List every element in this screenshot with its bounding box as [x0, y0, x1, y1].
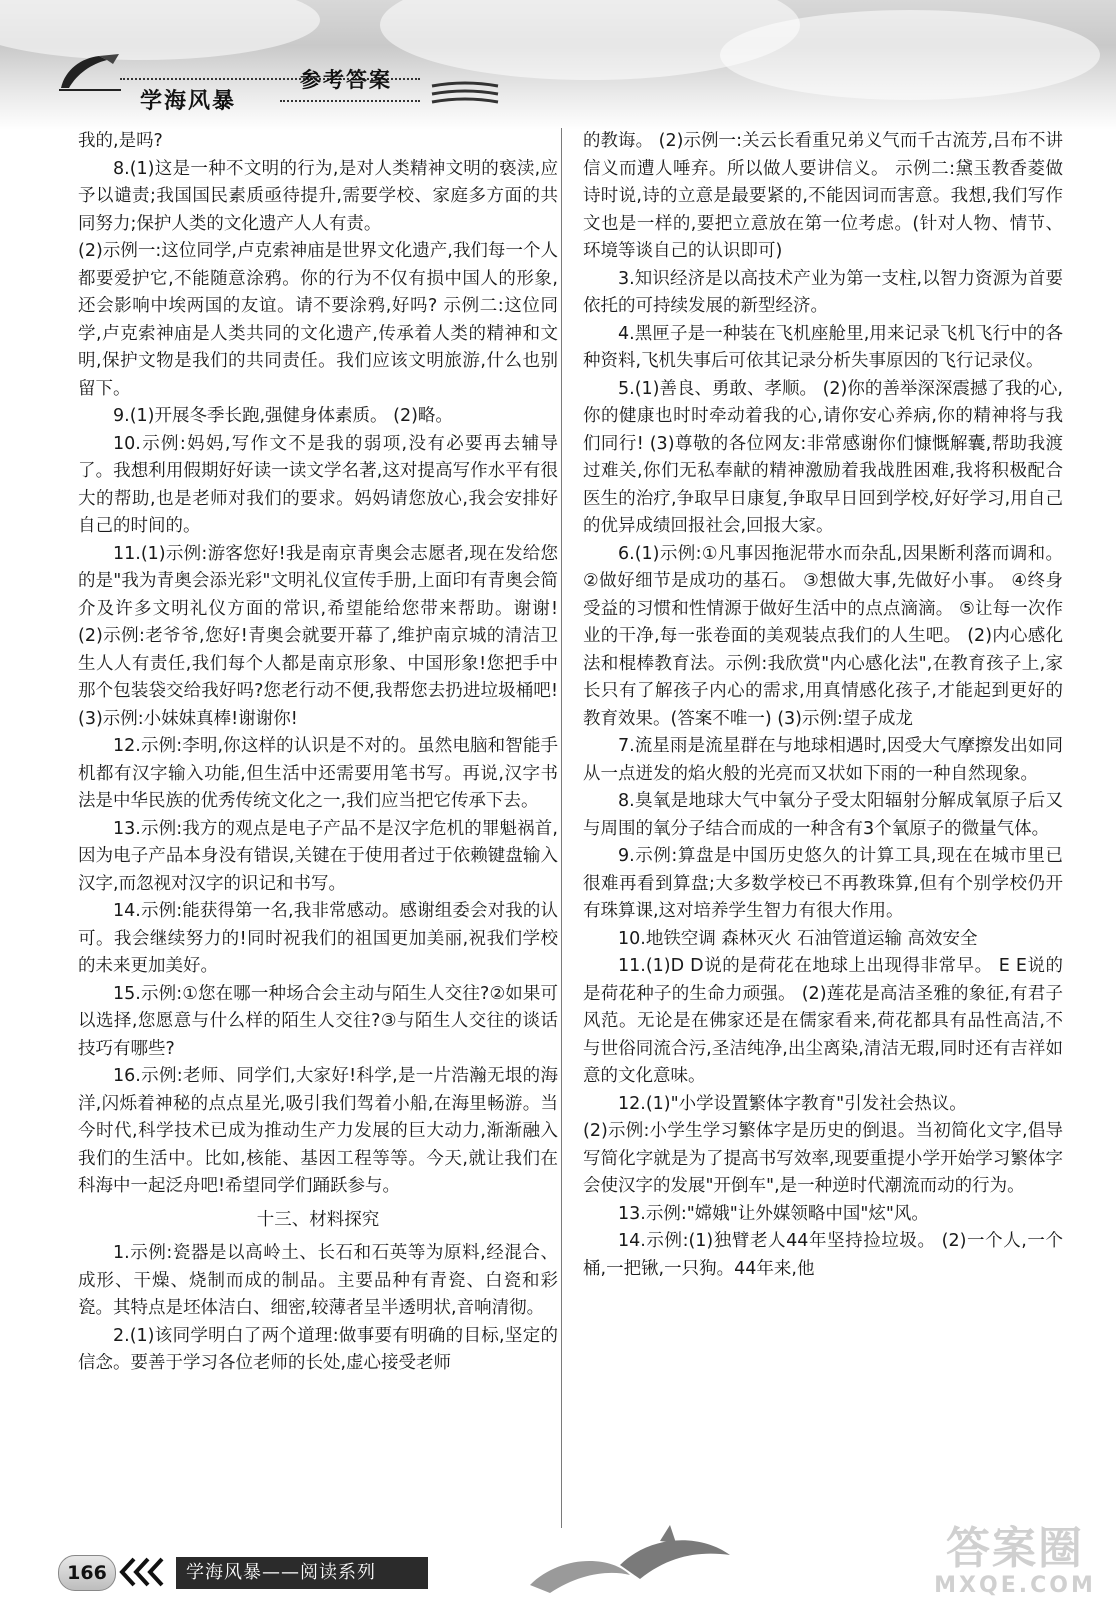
- answer-paragraph: 7.流星雨是流星群在与地球相遇时,因受大气摩擦发出如同从一点迸发的焰火般的光亮而又状如下雨的一种自然现象。: [583, 736, 1063, 784]
- answer-paragraph: 6.(1)示例:①凡事因拖泥带水而杂乱,因果断利落而调和。 ②做好细节是成功的基石。 ③想做大事,先做好小事。 ④终身受益的习惯和性情源于做好生活中的点点滴滴。 ⑤让每一次作业的干净,每一张卷面的美观装点我们的人生吧。 (2)内心感化法和棍棒教育法。示例:我欣赏"内心感化法",在教育孩子上,家长只有了解孩子内心的需求,用真情感化孩子,才能起到更好的教育效果。(答案不唯一) (3)示例:望子成龙: [583, 543, 1063, 729]
- answer-paragraph: 13.示例:我方的观点是电子产品不是汉字危机的罪魁祸首,因为电子产品本身没有错误,关键在于使用者过于依赖键盘输入汉字,而忽视对汉字的识记和书写。: [78, 818, 558, 894]
- answer-paragraph: 我的,是吗?: [78, 131, 163, 151]
- watermark-url: MXQE.COM: [934, 1573, 1096, 1598]
- answer-paragraph: 9.示例:算盘是中国历史悠久的计算工具,现在在城市里已很难再看到算盘;大多数学校已不再教珠算,但有个别学校仍开有珠算课,这对培养学生智力有很大作用。: [583, 846, 1063, 921]
- answer-paragraph: 14.示例:(1)独臂老人44年坚持捡垃圾。 (2)一个人,一个桶,一把锹,一只狗。44年来,他: [583, 1231, 1063, 1279]
- page-header: [0, 0, 1116, 130]
- series-label: 学海风暴——阅读系列: [176, 1557, 428, 1589]
- chevrons-left-icon: [116, 1555, 174, 1589]
- answer-paragraph: (2)示例:小学生学习繁体字是历史的倒退。当初简化文字,倡导写简化字就是为了提高书写效率,现要重提小学开始学习繁体字会使汉字的发展"开倒车",是一种逆时代潮流而动的行为。: [583, 1121, 1063, 1196]
- answer-paragraph: 11.(1)D D说的是荷花在地球上出现得非常早。 E E说的是荷花种子的生命力顽强。 (2)莲花是高洁圣雅的象征,有君子风范。无论是在佛家还是在儒家看来,荷花都具有品性高洁,不与世俗同流合污,圣洁纯净,出尘离染,清洁无瑕,同时还有吉祥如意的文化意味。: [583, 956, 1063, 1086]
- dolphin-decoration-icon: [520, 1515, 740, 1603]
- cloud-decoration: [720, 10, 1100, 100]
- answer-paragraph: 9.(1)开展冬季长跑,强健身体素质。 (2)略。: [113, 406, 453, 426]
- right-column: [583, 128, 1063, 1518]
- answer-paragraph: 2.(1)该同学明白了两个道理:做事要有明确的目标,坚定的信念。要善于学习各位老师的长处,虚心接受老师: [78, 1325, 558, 1373]
- answer-paragraph: 12.(1)"小学设置繁体字教育"引发社会热议。: [618, 1093, 967, 1114]
- page-number: 166: [58, 1555, 116, 1591]
- answer-paragraph: 14.示例:能获得第一名,我非常感动。感谢组委会对我的认可。我会继续努力的!同时祝我们的祖国更加美丽,祝我们学校的未来更加美好。: [78, 901, 558, 976]
- answer-paragraph: 13.示例:"嫦娥"让外媒领略中国"炫"风。: [618, 1203, 929, 1224]
- watermark: [920, 1523, 1110, 1601]
- page-title: 参考答案: [300, 68, 392, 92]
- answer-paragraph: 12.示例:李明,你这样的认识是不对的。虽然电脑和智能手机都有汉字输入功能,但生活中还需要用笔书写。再说,汉字书法是中华民族的优秀传统文化之一,我们应当把它传承下去。: [78, 736, 558, 811]
- cloud-decoration: [0, 0, 320, 60]
- answer-paragraph: 15.示例:①您在哪一种场合会主动与陌生人交往?②如果可以选择,您愿意与什么样的陌生人交往?③与陌生人交往的谈话技巧有哪些?: [78, 983, 558, 1059]
- stripes-decoration-icon: [430, 80, 500, 108]
- answer-paragraph: 11.(1)示例:游客您好!我是南京青奥会志愿者,现在发给您的是"我为青奥会添光彩"文明礼仪宣传手册,上面印有青奥会简介及许多文明礼仪方面的常识,希望能给您带来帮助。谢谢! (2)示例:老爷爷,您好!青奥会就要开幕了,维护南京城的清洁卫生人人有责任,我们每个人都是南京形象、中国形象!您把手中那个包装袋交给我好吗?您老行动不便,我帮您去扔进垃圾桶吧! (3)示例:小妹妹真棒!谢谢你!: [78, 543, 558, 729]
- pen-logo-icon: [55, 50, 125, 94]
- answer-paragraph: 10.示例:妈妈,写作文不是我的弱项,没有必要再去辅导了。我想利用假期好好读一读文学名著,这对提高写作水平有很大的帮助,也是老师对我们的要求。妈妈请您放心,我会安排好自己的时间的。: [78, 433, 558, 536]
- answer-paragraph: 10.地铁空调 森林灭火 石油管道运输 高效安全: [618, 928, 978, 949]
- header-dotted-line: [280, 100, 420, 102]
- column-divider: [561, 128, 562, 1528]
- answer-paragraph: 3.知识经济是以高技术产业为第一支柱,以智力资源为首要依托的可持续发展的新型经济。: [583, 268, 1063, 316]
- answer-paragraph: (2)示例一:这位同学,卢克索神庙是世界文化遗产,我们每一个人都要爱护它,不能随意涂鸦。你的行为不仅有损中国人的形象,还会影响中埃两国的友谊。请不要涂鸦,好吗? 示例二:这位同学,卢克索神庙是人类共同的文化遗产,传承着人类的精神和文明,保护文物是我们的共同责任。我们应该文明旅游,什么也别留下。: [78, 241, 558, 399]
- answer-paragraph: 4.黑匣子是一种装在飞机座舱里,用来记录飞机飞行中的各种资料,飞机失事后可依其记录分析失事原因的飞行记录仪。: [583, 323, 1063, 371]
- section-heading: 十三、材料探究: [256, 1209, 380, 1230]
- answer-paragraph: 1.示例:瓷器是以高岭土、长石和石英等为原料,经混合、成形、干燥、烧制而成的制品。主要品种有青瓷、白瓷和彩瓷。其特点是坯体洁白、细密,较薄者呈半透明状,音响清彻。: [78, 1243, 558, 1318]
- answer-paragraph: 5.(1)善良、勇敢、孝顺。 (2)你的善举深深震撼了我的心,你的健康也时时牵动着我的心,请你安心养病,你的精神将与我们同行! (3)尊敬的各位网友:非常感谢你们慷慨解囊,帮助我渡过难关,你们无私奉献的精神激励着我战胜困难,我将积极配合医生的治疗,争取早日康复,争取早日回到学校,好好学习,用自己的优异成绩回报社会,回报大家。: [583, 378, 1063, 536]
- brand-name: 学海风暴: [140, 89, 237, 114]
- answer-paragraph: 16.示例:老师、同学们,大家好!科学,是一片浩瀚无垠的海洋,闪烁着神秘的点点星光,吸引我们驾着小船,在海里畅游。当今时代,科学技术已成为推动生产力发展的巨大动力,渐渐融入我们的生活中。比如,核能、基因工程等等。今天,就让我们在科海中一起泛舟吧!希望同学们踊跃参与。: [78, 1066, 558, 1196]
- left-column: [78, 128, 558, 1518]
- watermark-text: 答案圈: [946, 1523, 1084, 1574]
- page-footer: [0, 1515, 1116, 1603]
- answer-paragraph: 8.臭氧是地球大气中氧分子受太阳辐射分解成氧原子后又与周围的氧分子结合而成的一种含有3个氧原子的微量气体。: [583, 791, 1063, 839]
- answer-paragraph: 的教诲。 (2)示例一:关云长看重兄弟义气而千古流芳,吕布不讲信义而遭人唾弃。所以做人要讲信义。 示例二:黛玉教香菱做诗时说,诗的立意是最要紧的,不能因词而害意。我想,我们写作文也是一样的,要把立意放在第一位考虑。(针对人物、情节、环境等谈自己的认识即可): [583, 131, 1063, 261]
- answer-paragraph: 8.(1)这是一种不文明的行为,是对人类精神文明的亵渎,应予以谴责;我国国民素质亟待提升,需要学校、家庭多方面的共同努力;保护人类的文化遗产人人有责。: [78, 158, 558, 234]
